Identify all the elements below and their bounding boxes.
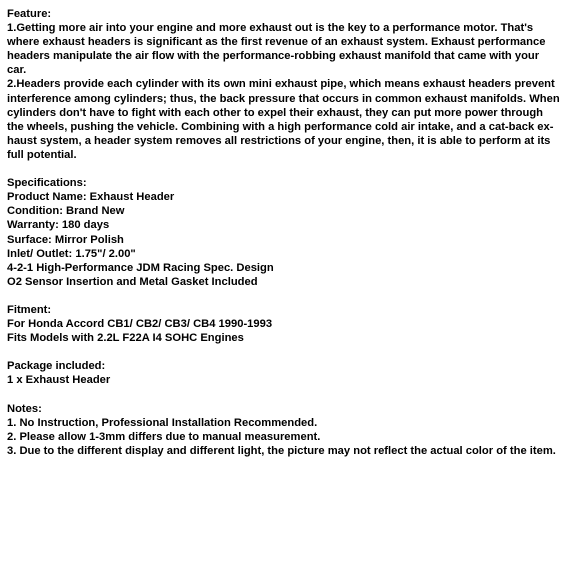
feature-p2-line: haust system, a header system removes all restrictions of your engine, then, it is able to perform at its bbox=[7, 134, 551, 147]
notes-heading: Notes: bbox=[7, 402, 42, 415]
feature-p1-line: car. bbox=[7, 64, 27, 77]
fitment-vehicle: For Honda Accord CB1/ CB2/ CB3/ CB4 1990-1993 bbox=[7, 318, 273, 331]
note-item: 2. Please allow 1-3mm differs due to manual measurement. bbox=[7, 430, 321, 443]
section-spacer bbox=[7, 162, 575, 176]
feature-section bbox=[7, 7, 575, 162]
fitment-section bbox=[7, 303, 575, 345]
package-section bbox=[7, 359, 575, 387]
spec-o2-sensor: O2 Sensor Insertion and Metal Gasket Included bbox=[7, 275, 258, 288]
note-item: 3. Due to the different display and different light, the picture may not reflect the actual color of the item. bbox=[7, 444, 556, 457]
feature-p1-line: headers manipulate the air flow with the performance-robbing exhaust manifold that came with your bbox=[7, 50, 540, 63]
feature-p2-line: interference among cylinders; thus, the back pressure that occurs in common exhaust manifolds. When bbox=[7, 92, 560, 105]
spec-warranty: Warranty: 180 days bbox=[7, 219, 110, 232]
feature-p1-line: where exhaust headers is significant as the first revenue of an exhaust system. Exhaust performance bbox=[7, 36, 546, 49]
product-description bbox=[7, 7, 575, 458]
feature-p1-line: 1.Getting more air into your engine and more exhaust out is the key to a performance motor. That's bbox=[7, 22, 534, 35]
specifications-section bbox=[7, 176, 575, 289]
fitment-engine: Fits Models with 2.2L F22A I4 SOHC Engines bbox=[7, 332, 244, 345]
section-spacer bbox=[7, 388, 575, 402]
feature-p2-line: cylinders don't have to fight with each other to expel their exhaust, they can put more power through bbox=[7, 106, 544, 119]
spec-condition: Condition: Brand New bbox=[7, 205, 125, 218]
package-item: 1 x Exhaust Header bbox=[7, 374, 111, 387]
feature-p2-line: the wheels, pushing the vehicle. Combining with a high performance cold air intake, and a cat-back ex- bbox=[7, 120, 554, 133]
section-spacer bbox=[7, 345, 575, 359]
notes-section bbox=[7, 402, 575, 458]
note-item: 1. No Instruction, Professional Installation Recommended. bbox=[7, 416, 318, 429]
spec-inlet-outlet: Inlet/ Outlet: 1.75"/ 2.00" bbox=[7, 247, 136, 260]
feature-p2-line: full potential. bbox=[7, 148, 77, 161]
spec-design: 4-2-1 High-Performance JDM Racing Spec. Design bbox=[7, 261, 274, 274]
feature-heading: Feature: bbox=[7, 8, 52, 20]
package-heading: Package included: bbox=[7, 360, 106, 373]
fitment-heading: Fitment: bbox=[7, 303, 52, 316]
spec-product-name: Product Name: Exhaust Header bbox=[7, 191, 175, 204]
section-spacer bbox=[7, 289, 575, 303]
specifications-heading: Specifications: bbox=[7, 177, 87, 190]
feature-p2-line: 2.Headers provide each cylinder with its own mini exhaust pipe, which means exhaust headers prevent bbox=[7, 78, 555, 91]
spec-surface: Surface: Mirror Polish bbox=[7, 233, 124, 246]
